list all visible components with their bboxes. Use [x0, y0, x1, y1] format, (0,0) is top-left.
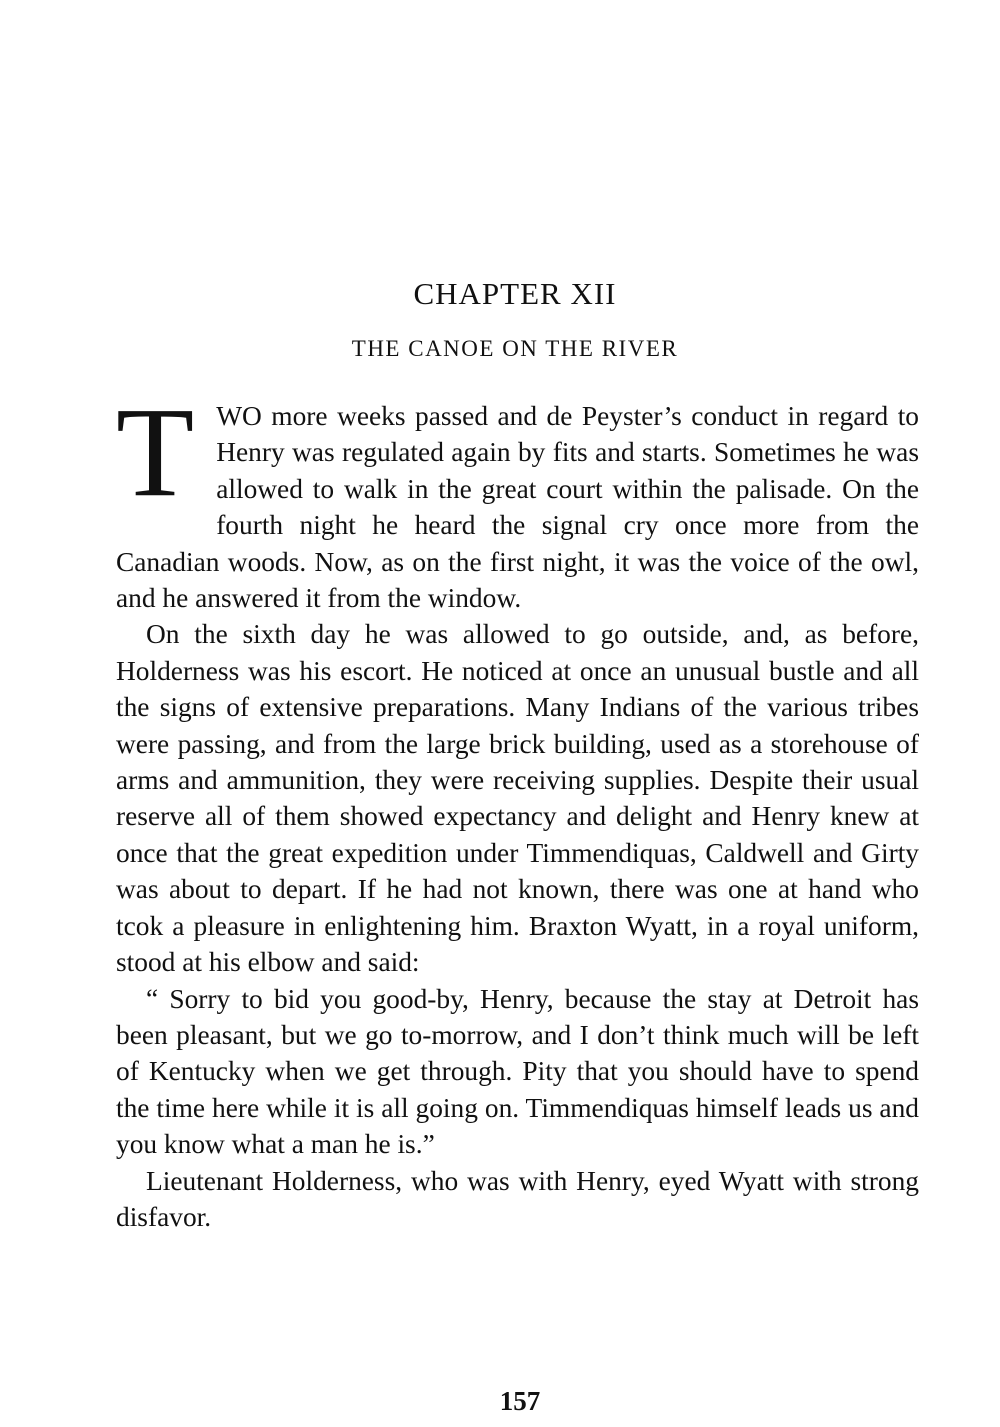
chapter-number: CHAPTER XII	[413, 276, 617, 311]
chapter-title: THE CANOE ON THE RIVER	[351, 336, 679, 361]
paragraph-2: On the sixth day he was allowed to go outside, and, as before, Holderness was his escort. He noticed at once an unusual bustle and all the signs of extensive preparations. Many Indians of the various tribes were passing, and from the large brick building, used as a storehouse of arms and ammunition, they were receiving supplies. Despite their usual reserve all of them showed expectancy and delight and Henry knew at once that the great expedition under Timmendiquas, Caldwell and Girty was about to depart. If he had not known, there was one at hand who tcok a pleasure in enlightening him. Braxton Wyatt, in a royal uniform, stood at his elbow and said:	[116, 619, 919, 978]
paragraph-1	[116, 381, 919, 616]
page-number: 157	[499, 1386, 541, 1416]
drop-cap: T	[116, 381, 195, 523]
paragraph-3: “ Sorry to bid you good-by, Henry, because the stay at Detroit has been pleasant, but we go to-morrow, and I don’t think much will be left of Kentucky when we get through. Pity that you should have to spend the time here while it is all going on. Timmendiquas himself leads us and you know what a man he is.”	[116, 983, 919, 1160]
body-text	[116, 381, 919, 1235]
paragraph-1-text: WO more weeks passed and de Peyster’s conduct in regard to Henry was regulated again by fits and starts. Sometimes he was allowed to walk in the great court within the palisade. On the fourth night he heard the signal cry once more from the Canadian woods. Now, as on the first night, it was the voice of the owl, and he answered it from the window.	[116, 401, 919, 614]
paragraph-4: Lieutenant Holderness, who was with Henry, eyed Wyatt with strong disfavor.	[116, 1165, 919, 1232]
